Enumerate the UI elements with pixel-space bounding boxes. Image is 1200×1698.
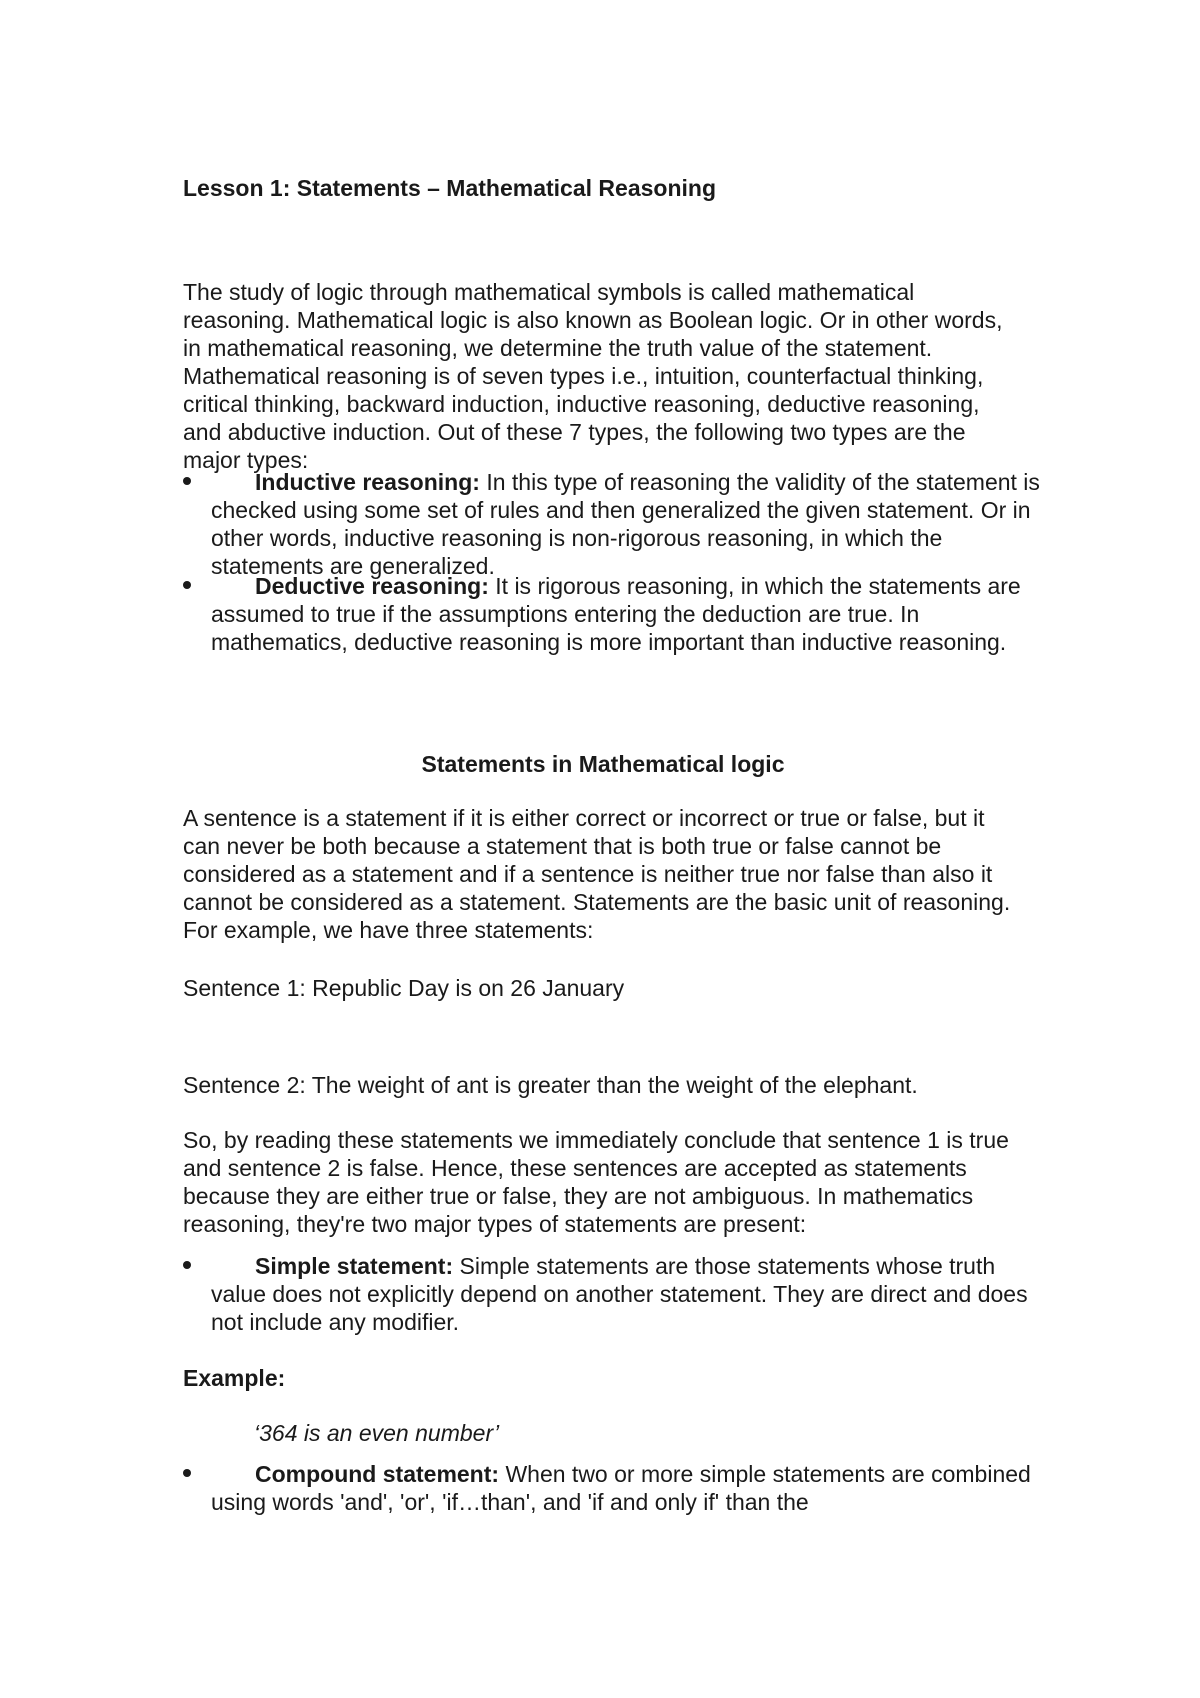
term-deductive: Deductive reasoning: [255, 573, 489, 599]
text-inductive: In this type of reasoning the validity of the statement is checked using some set of rules and then generalized the given statement. Or in other words, inductive reasoning is non-rigorous reasoning, in which the statements are generalized. [211, 469, 1040, 579]
list-item-deductive [183, 572, 1043, 656]
term-compound-statement: Compound statement: [255, 1461, 500, 1487]
conclusion-paragraph: So, by reading these statements we immediately conclude that sentence 1 is true and sentence 2 is false. Hence, these sentences are accepted as statements because they are either true or false, they are not ambiguous. In mathematics reasoning, they're two major types of statements are present: [183, 1127, 1009, 1237]
list-item-inductive [183, 468, 1043, 580]
bullet-icon [183, 581, 191, 589]
term-simple-statement: Simple statement: [255, 1253, 454, 1279]
list-item-simple-statement [183, 1252, 1043, 1336]
section-heading: Statements in Mathematical logic [421, 751, 785, 777]
intro-paragraph: The study of logic through mathematical symbols is called mathematical reasoning. Mathematical logic is also known as Boolean logic. Or in other words, in mathematical reasoning, we determine the truth value of the statement. Mathematical reasoning is of seven types i.e., intuition, counterfactual thinking, critical thinking, backward induction, inductive reasoning, deductive reasoning, and abductive induction. Out of these 7 types, the following two types are the major types: [183, 279, 1003, 473]
statement-paragraph: A sentence is a statement if it is either correct or incorrect or true or false, but it can never be both because a statement that is both true or false cannot be considered as a statement and if a sentence is neither true nor false than also it cannot be considered as a statement. Statements are the basic unit of reasoning. For example, we have three statements: [183, 805, 1011, 943]
bullet-icon [183, 477, 191, 485]
text-deductive: It is rigorous reasoning, in which the statements are assumed to true if the assumptions entering the deduction are true. In mathematics, deductive reasoning is more important than inductive reasoning. [211, 573, 1021, 655]
list-item-compound-statement [183, 1460, 1043, 1516]
page-title: Lesson 1: Statements – Mathematical Reasoning [183, 175, 716, 201]
text-simple-statement: Simple statements are those statements whose truth value does not explicitly depend on another statement. They are direct and does not include any modifier. [211, 1253, 1028, 1335]
bullet-icon [183, 1469, 191, 1477]
sentence-2: Sentence 2: The weight of ant is greater than the weight of the elephant. [183, 1072, 918, 1098]
sentence-1: Sentence 1: Republic Day is on 26 January [183, 975, 625, 1001]
text-compound-statement: When two or more simple statements are combined using words 'and', 'or', 'if…than', and 'if and only if' than the [211, 1461, 1031, 1515]
example-text: ‘364 is an even number’ [254, 1420, 500, 1446]
bullet-icon [183, 1261, 191, 1269]
example-label: Example: [183, 1365, 286, 1391]
term-inductive: Inductive reasoning: [255, 469, 480, 495]
